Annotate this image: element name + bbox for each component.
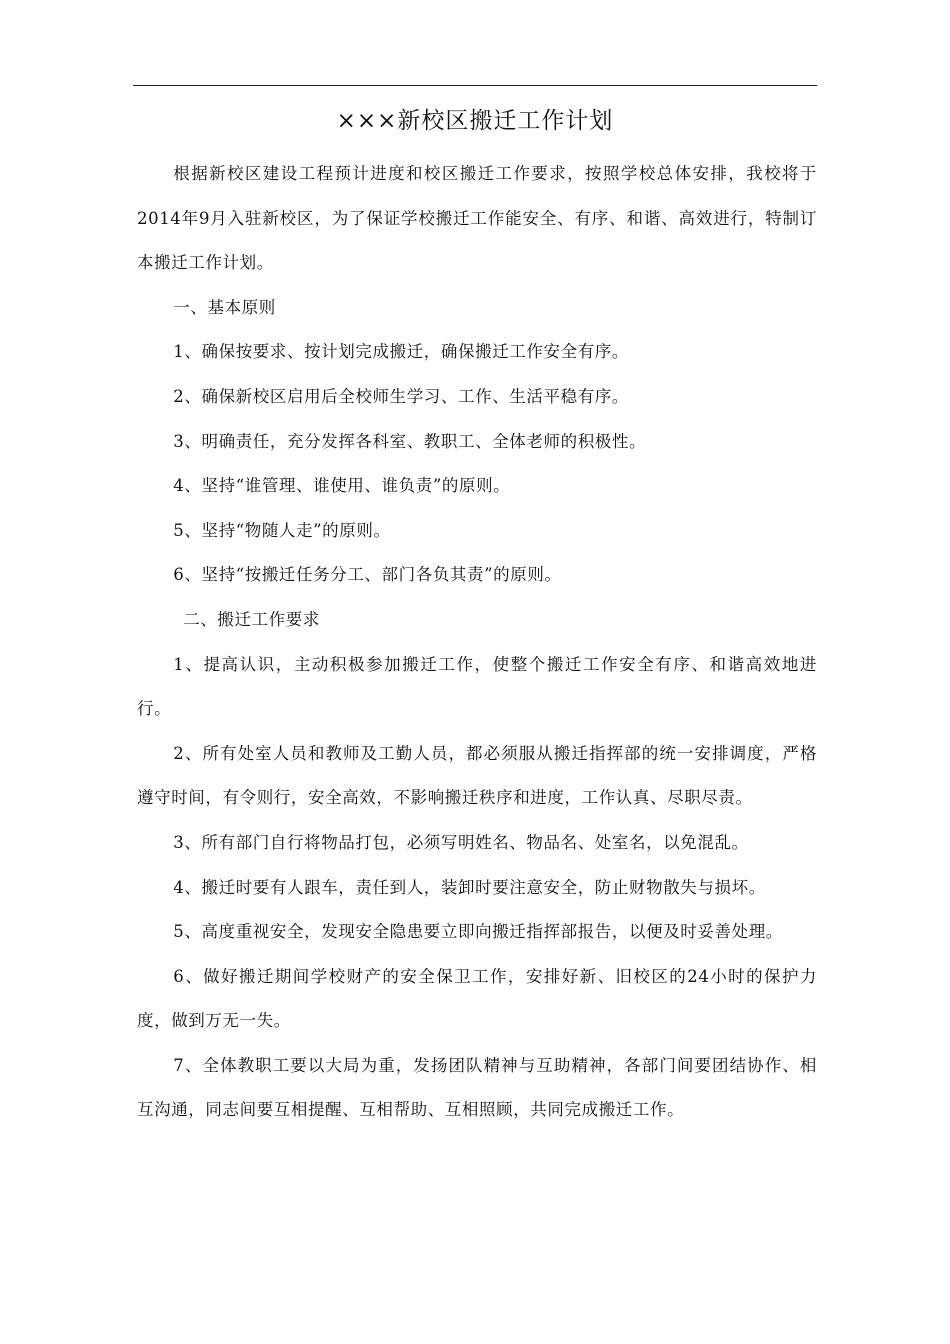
- requirement-item: 1、提高认识，主动积极参加搬迁工作，使整个搬迁工作安全有序、和谐高效地进行。: [137, 654, 817, 719]
- requirement-item: 4、搬迁时要有人跟车，责任到人，装卸时要注意安全，防止财物散失与损坏。: [173, 877, 766, 897]
- document-title: ×××新校区搬迁工作计划: [336, 108, 614, 134]
- requirement-item: 2、所有处室人员和教师及工勤人员，都必须服从搬迁指挥部的统一安排调度，严格遵守时间，有令则行，安全高效，不影响搬迁秩序和进度，工作认真、尽职尽责。: [137, 743, 817, 808]
- section-heading-basic-principles: 一、基本原则: [173, 297, 276, 317]
- principle-item: 6、坚持“按搬迁任务分工、部门各负其责”的原则。: [173, 565, 562, 585]
- requirement-item: 7、全体教职工要以大局为重，发扬团队精神与互助精神，各部门间要团结协作、相互沟通，同志间要互相提醒、互相帮助、互相照顾，共同完成搬迁工作。: [137, 1055, 817, 1120]
- requirement-item: 5、高度重视安全，发现安全隐患要立即向搬迁指挥部报告，以便及时妥善处理。: [173, 922, 783, 942]
- header-rule: [133, 85, 817, 86]
- intro-paragraph: 根据新校区建设工程预计进度和校区搬迁工作要求，按照学校总体安排，我校将于2014年9月入驻新校区，为了保证学校搬迁工作能安全、有序、和谐、高效进行，特制订本搬迁工作计划。: [137, 164, 817, 273]
- principle-item: 2、确保新校区启用后全校师生学习、工作、生活平稳有序。: [173, 386, 629, 406]
- principle-item: 4、坚持“谁管理、谁使用、谁负责”的原则。: [173, 476, 511, 496]
- principle-item: 1、确保按要求、按计划完成搬迁，确保搬迁工作安全有序。: [173, 342, 629, 362]
- requirement-item: 3、所有部门自行将物品打包，必须写明姓名、物品名、处室名，以免混乱。: [173, 832, 749, 852]
- principle-item: 5、坚持“物随人走”的原则。: [173, 520, 391, 540]
- requirement-item: 6、做好搬迁期间学校财产的安全保卫工作，安排好新、旧校区的24小时的保护力度，做到万无一失。: [137, 966, 817, 1031]
- document-body: [137, 152, 817, 1133]
- principle-item: 3、明确责任，充分发挥各科室、教职工、全体老师的积极性。: [173, 431, 647, 451]
- section-heading-requirements: 二、搬迁工作要求: [183, 609, 320, 629]
